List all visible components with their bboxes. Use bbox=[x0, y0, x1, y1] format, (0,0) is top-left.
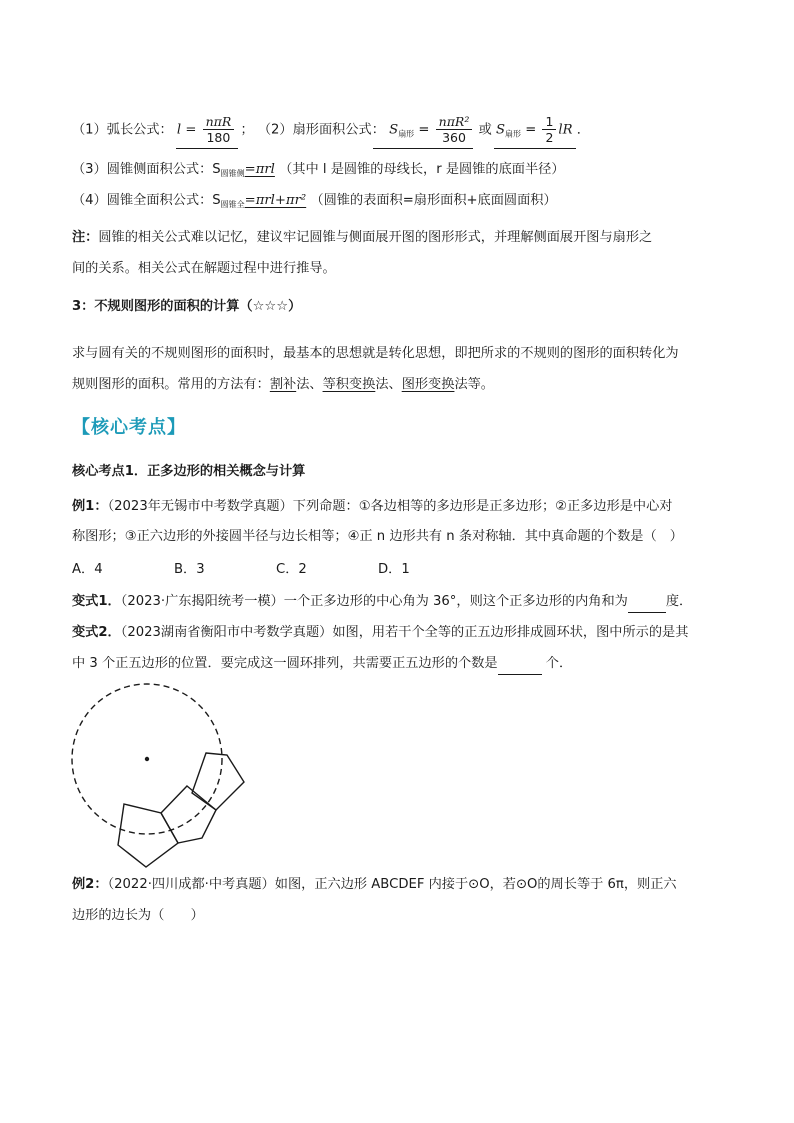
sector-area-fraction bbox=[436, 114, 473, 145]
half-denominator: 2 bbox=[542, 129, 556, 145]
formula-underline bbox=[494, 148, 576, 149]
arc-length-label: （1）弧长公式： bbox=[72, 122, 173, 138]
cone-lateral-formula: =πrl bbox=[244, 162, 275, 177]
half-fraction bbox=[542, 114, 556, 145]
example-2-label: 例2： bbox=[72, 877, 108, 892]
method-suffix-2: 法、 bbox=[375, 377, 402, 392]
example-1-text-1: （2023年无锡市中考数学真题）下列命题：①各边相等的多边形是正多边形；②正多边形是中心对 bbox=[107, 499, 673, 514]
formula-underline bbox=[373, 148, 473, 149]
method-suffix-1: 法、 bbox=[296, 377, 323, 392]
example-2-text-1: （2022·四川成都·中考真题）如图，正六边形 ABCDEF 内接于⊙O，若⊙O的周长等于 6π，则正六 bbox=[107, 877, 677, 892]
cone-total-label: （4）圆锥全面积公式：S bbox=[72, 193, 221, 208]
sector-area-subscript: 扇形 bbox=[398, 129, 415, 139]
example-1-label: 例1： bbox=[72, 499, 108, 514]
variant-2-text-2: 中 3 个正五边形的位置．要完成这一圆环排列，共需要正五边形的个数是 bbox=[72, 656, 498, 671]
methods-intro: 规则图形的面积。常用的方法有： bbox=[72, 377, 270, 392]
note-text-1: 圆锥的相关公式难以记忆，建议牢记圆锥与侧面展开图的图形形式，并理解侧面展开图与扇形之 bbox=[98, 230, 653, 245]
variant-2-line-2 bbox=[72, 654, 572, 675]
cone-lateral-subscript: 圆锥侧 bbox=[220, 169, 245, 178]
formula-underline bbox=[176, 148, 238, 149]
or-word: 或 bbox=[478, 122, 492, 138]
sector-area-alt-equals: = bbox=[525, 122, 537, 138]
method-suffix-3: 法等。 bbox=[454, 377, 494, 392]
key-point-1-title: 核心考点1．正多边形的相关概念与计算 bbox=[72, 464, 306, 479]
arc-length-denominator: 180 bbox=[203, 129, 235, 145]
example-2-line-2: 边形的边长为（ ） bbox=[72, 908, 204, 923]
cone-total-subscript: 圆锥全 bbox=[220, 200, 245, 209]
cone-lateral-note: （其中 l 是圆锥的母线长，r 是圆锥的底面半径） bbox=[279, 162, 565, 177]
arc-length-numerator: nπR bbox=[205, 114, 232, 129]
formula-line-cone-lateral bbox=[72, 160, 565, 184]
answer-blank bbox=[498, 654, 542, 675]
half-numerator: 1 bbox=[545, 114, 554, 129]
section-3-paragraph-2 bbox=[72, 375, 494, 395]
variant-2-line-1 bbox=[72, 623, 688, 643]
note-line-1 bbox=[72, 228, 652, 248]
example-1-line-2: 称图形；③正六边形的外接圆半径与边长相等；④正 n 边形共有 n 条对称轴．其中真命题的个数是（ ） bbox=[72, 529, 683, 544]
sector-area-symbol: S bbox=[389, 122, 399, 138]
sector-area-alt-symbol: S bbox=[495, 122, 505, 138]
cone-lateral-label: （3）圆锥侧面积公式：S bbox=[72, 162, 221, 177]
example-1-choices bbox=[72, 560, 480, 580]
circle-center-point bbox=[145, 757, 149, 761]
variant-1-label: 变式1． bbox=[72, 594, 121, 609]
sector-area-numerator: nπR² bbox=[438, 114, 470, 129]
section-3-paragraph-1: 求与圆有关的不规则图形的面积时，最基本的思想就是转化思想，即把所求的不规则的图形的面积转化为 bbox=[72, 346, 679, 361]
method-cut-fill: 割补 bbox=[269, 377, 297, 392]
pentagon-middle bbox=[161, 786, 216, 843]
arc-length-fraction bbox=[203, 114, 235, 145]
pentagon-bottom-left bbox=[118, 804, 178, 867]
cone-total-formula: =πrl+πr² bbox=[244, 193, 307, 208]
variant-2-text-1: （2023湖南省衡阳市中考数学真题）如图，用若干个全等的正五边形排成圆环状，图中所示的是其 bbox=[120, 625, 689, 640]
choice-a: A．4 bbox=[72, 562, 103, 577]
core-points-heading: 【核心考点】 bbox=[72, 417, 186, 438]
method-equal-area: 等积变换 bbox=[322, 377, 376, 392]
note-label: 注： bbox=[72, 230, 99, 245]
choice-c: C．2 bbox=[276, 562, 307, 577]
sector-area-denominator: 360 bbox=[436, 129, 473, 145]
cone-total-note: （圆锥的表面积=扇形面积+底面圆面积） bbox=[310, 193, 557, 208]
formula-line-cone-total bbox=[72, 191, 557, 215]
section-3-title: 3：不规则图形的面积的计算（☆☆☆） bbox=[72, 299, 302, 314]
formula-end: ． bbox=[576, 122, 590, 138]
arc-length-lhs: l = bbox=[176, 122, 197, 138]
sector-area-alt-subscript: 扇形 bbox=[505, 129, 521, 139]
formula-line-arc-sector bbox=[72, 114, 590, 145]
variant-2-label: 变式2． bbox=[72, 625, 121, 640]
variant-2-text-end: 个． bbox=[541, 656, 573, 671]
variant-1-text: （2023·广东揭阳统考一模）一个正多边形的中心角为 36°，则这个正多边形的内角和为 bbox=[120, 594, 628, 609]
sector-area-label: （2）扇形面积公式： bbox=[257, 122, 385, 138]
pentagon-ring-figure bbox=[64, 680, 264, 870]
example-1-line-1 bbox=[72, 497, 672, 517]
answer-blank bbox=[628, 592, 666, 613]
method-transform: 图形变换 bbox=[401, 377, 455, 392]
variant-1 bbox=[72, 592, 692, 613]
choice-b: B．3 bbox=[174, 562, 205, 577]
choice-d: D．1 bbox=[378, 562, 410, 577]
variant-1-text-end: 度． bbox=[665, 594, 693, 609]
note-line-2: 间的关系。相关公式在解题过程中进行推导。 bbox=[72, 261, 336, 276]
sector-area-alt-rest: lR bbox=[558, 122, 573, 138]
sector-area-equals: = bbox=[418, 122, 430, 138]
formula-separator: ； bbox=[240, 122, 254, 138]
example-2-line-1 bbox=[72, 875, 677, 895]
